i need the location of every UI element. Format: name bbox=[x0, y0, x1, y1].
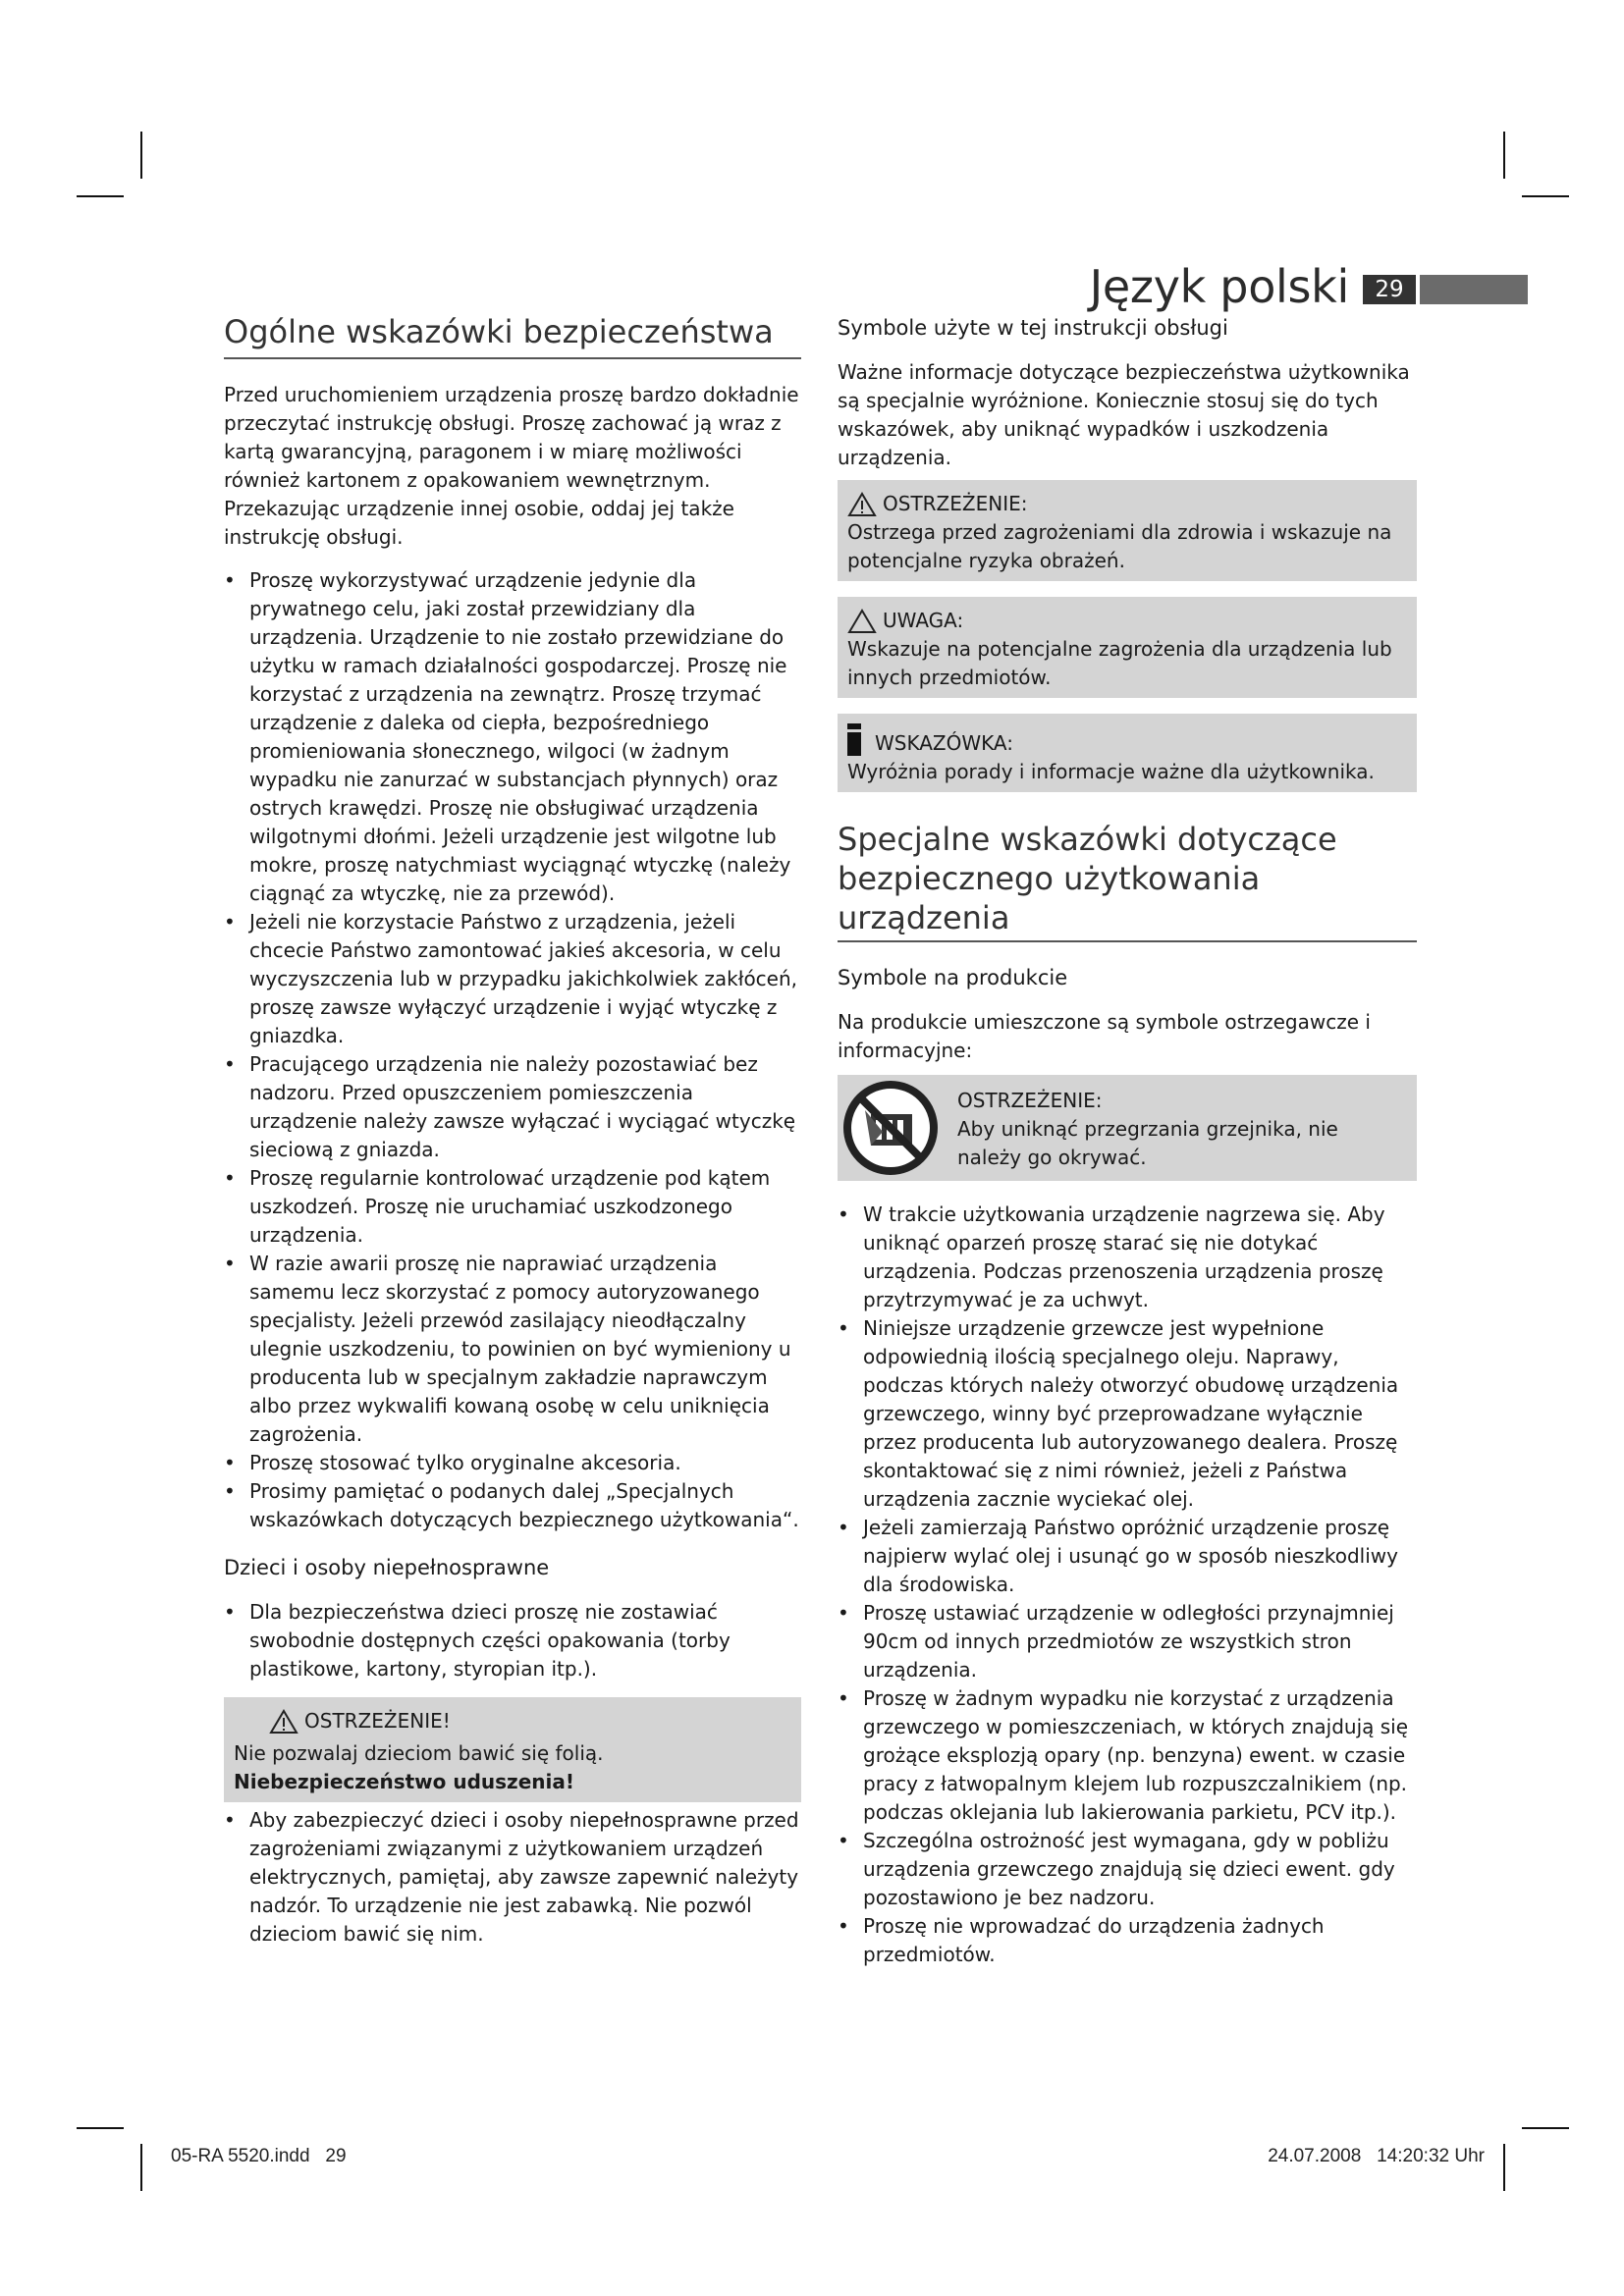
warning-triangle-icon bbox=[847, 492, 877, 517]
warning-triangle-icon bbox=[269, 1709, 298, 1735]
product-symbols-heading: Symbole na produkcie bbox=[838, 966, 1068, 989]
section-rule bbox=[224, 357, 801, 359]
caution-symbol-box bbox=[838, 597, 1417, 698]
special-title-line2: bezpiecznego użytkowania urządzenia bbox=[838, 860, 1261, 936]
crop-mark bbox=[77, 2127, 124, 2129]
warning-box bbox=[224, 1697, 801, 1802]
crop-mark bbox=[1503, 2144, 1505, 2191]
crop-mark bbox=[1503, 132, 1505, 179]
list-item: • Proszę ustawiać urządzenie w odległości przynajmniej 90cm od innych przedmiotów ze wszystkich stron urządzenia. bbox=[838, 1599, 1417, 1684]
left-column bbox=[224, 312, 801, 1949]
intro-paragraph: Przed uruchomieniem urządzenia proszę bardzo dokładnie przeczytać instrukcję obsługi. Proszę zachować ją wraz z kartą gwarancyjną, paragonem i w miarę możliwości również kartonem z opakowaniem wewnętrznym. Przekazując urządzenie innej osobie, oddaj jej także instrukcję obsługi. bbox=[224, 383, 799, 549]
product-warning-box bbox=[838, 1075, 1417, 1181]
list-item: • Prosimy pamiętać o podanych dalej „Specjalnych wskazówkach dotyczących bezpiecznego użytkowania“. bbox=[224, 1477, 801, 1534]
list-item: • Jeżeli zamierzają Państwo opróżnić urządzenie proszę najpierw wylać olej i usunąć go w sposób nieszkodliwy dla środowiska. bbox=[838, 1514, 1417, 1599]
list-item: • Dla bezpieczeństwa dzieci proszę nie zostawiać swobodnie dostępnych części opakowania (torby plastikowe, kartony, styropian itp.). bbox=[224, 1598, 801, 1683]
product-warning-label: OSTRZEŻENIE: bbox=[957, 1089, 1103, 1112]
list-item: • W trakcie użytkowania urządzenie nagrzewa się. Aby uniknąć oparzeń proszę starać się nie dotykać urządzenia. Podczas przenoszenia urządzenia proszę przytrzymywać je za uchwyt. bbox=[838, 1201, 1417, 1314]
header-bar bbox=[1420, 275, 1528, 304]
note-label: WSKAZÓWKA: bbox=[875, 731, 1013, 755]
caution-description: Wskazuje na potencjalne zagrożenia dla urządzenia lub innych przedmiotów. bbox=[847, 637, 1392, 689]
page-number: 29 bbox=[1363, 275, 1416, 304]
list-item: • Proszę stosować tylko oryginalne akcesoria. bbox=[224, 1449, 801, 1477]
symbols-intro: Ważne informacje dotyczące bezpieczeństwa użytkownika są specjalnie wyróżnione. Koniecznie stosuj się do tych wskazówek, aby uniknąć wypadków i uszkodzenia urządzenia. bbox=[838, 360, 1410, 469]
warning-text-bold: Niebezpieczeństwo uduszenia! bbox=[234, 1770, 574, 1793]
product-warning-text: Aby uniknąć przegrzania grzejnika, nie należy go okrywać. bbox=[957, 1117, 1338, 1169]
list-item: • Proszę w żadnym wypadku nie korzystać z urządzenia grzewczego w pomieszczeniach, w których znajdują się grożące eksplozją opary (np. benzyna) ewent. w czasie pracy z łatwopalnym klejem lub rozpuszczalnikiem (np. podczas oklejania lub lakierowania parkietu, PCV itp.). bbox=[838, 1684, 1417, 1827]
list-item: • W razie awarii proszę nie naprawiać urządzenia samemu lecz skorzystać z pomocy autoryzowanego specjalisty. Jeżeli przewód zasilający nieodłączalny ulegnie uszkodzeniu, to powinien on być wymieniony u producenta lub w specjalnym zakładzie naprawczym albo przez wykwalifi kowaną osobę w celu uniknięcia zagrożenia. bbox=[224, 1250, 801, 1449]
note-symbol-box bbox=[838, 714, 1417, 792]
product-symbols-intro: Na produkcie umieszczone są symbole ostrzegawcze i informacyjne: bbox=[838, 1010, 1371, 1062]
language-title: Język polski bbox=[1089, 260, 1349, 313]
warning-label: OSTRZEŻENIE! bbox=[304, 1709, 451, 1733]
crop-mark bbox=[77, 195, 124, 197]
special-section-rule bbox=[838, 940, 1417, 942]
special-title-line1: Specjalne wskazówki dotyczące bbox=[838, 821, 1337, 858]
section-title: Ogólne wskazówki bezpieczeństwa bbox=[224, 313, 774, 350]
list-item: • Pracującego urządzenia nie należy pozostawiać bez nadzoru. Przed opuszczeniem pomieszczenia urządzenie należy zawsze wyłączać i wyciągać wtyczkę sieciową z gniazda. bbox=[224, 1050, 801, 1164]
crop-mark bbox=[1522, 195, 1569, 197]
caution-label: UWAGA: bbox=[883, 609, 964, 632]
note-description: Wyróżnia porady i informacje ważne dla użytkownika. bbox=[847, 760, 1375, 783]
right-column bbox=[838, 314, 1417, 1969]
special-list bbox=[838, 1201, 1417, 1969]
footer-file: 05-RA 5520.indd 29 bbox=[171, 2146, 347, 2166]
warning-label: OSTRZEŻENIE: bbox=[883, 492, 1028, 515]
children-list bbox=[224, 1598, 801, 1683]
list-item: • Proszę regularnie kontrolować urządzenie pod kątem uszkodzeń. Proszę nie uruchamiać uszkodzonego urządzenia. bbox=[224, 1164, 801, 1250]
caution-triangle-icon bbox=[847, 609, 877, 634]
warning-text: Nie pozwalaj dzieciom bawić się folią. bbox=[234, 1741, 604, 1765]
footer-timestamp: 24.07.2008 14:20:32 Uhr bbox=[1268, 2146, 1485, 2166]
info-icon bbox=[847, 732, 861, 756]
children-heading: Dzieci i osoby niepełnosprawne bbox=[224, 1556, 550, 1579]
list-item: • Jeżeli nie korzystacie Państwo z urządzenia, jeżeli chcecie Państwo zamontować jakieś akcesoria, w celu wyczyszczenia lub w przypadku jakichkolwiek zakłóceń, proszę zawsze wyłączyć urządzenie i wyjąć wtyczkę z gniazdka. bbox=[224, 908, 801, 1050]
list-item: • Niniejsze urządzenie grzewcze jest wypełnione odpowiednią ilością specjalnego oleju. Naprawy, podczas których należy otworzyć obudowę urządzenia grzewczego, winny być przeprowadzane wyłącznie przez producenta lub autoryzowanego dealera. Proszę skontaktować się z nimi również, jeżeli z Państwa urządzenia zacznie wyciekać olej. bbox=[838, 1314, 1417, 1514]
list-item: • Szczególna ostrożność jest wymagana, gdy w pobliżu urządzenia grzewczego znajdują się dzieci ewent. gdy pozostawiono je bez nadzoru. bbox=[838, 1827, 1417, 1912]
list-item: • Proszę nie wprowadzać do urządzenia żadnych przedmiotów. bbox=[838, 1912, 1417, 1969]
children-list-2 bbox=[224, 1806, 801, 1949]
crop-mark bbox=[1522, 2127, 1569, 2129]
crop-mark bbox=[140, 132, 142, 179]
list-item: • Proszę wykorzystywać urządzenie jedynie dla prywatnego celu, jaki został przewidziany dla urządzenia. Urządzenie to nie zostało przewidziane do użytku w ramach działalności gospodarczej. Proszę nie korzystać z urządzenia na zewnątrz. Proszę trzymać urządzenie z daleka od ciepła, bezpośredniego promieniowania słonecznego, wilgoci (w żadnym wypadku nie zanurzać w substancjach płynnych) oraz ostrych krawędzi. Proszę nie obsługiwać urządzenia wilgotnymi dłońmi. Jeżeli urządzenie jest wilgotne lub mokre, proszę natychmiast wyciągnąć wtyczkę (należy ciągnąć za wtyczkę, nie za przewód). bbox=[224, 566, 801, 908]
safety-list bbox=[224, 566, 801, 1534]
special-section-title bbox=[838, 820, 1417, 937]
do-not-cover-icon bbox=[843, 1081, 938, 1175]
warning-symbol-box bbox=[838, 480, 1417, 581]
crop-mark bbox=[140, 2144, 142, 2191]
symbols-heading: Symbole użyte w tej instrukcji obsługi bbox=[838, 316, 1228, 340]
warning-description: Ostrzega przed zagrożeniami dla zdrowia i wskazuje na potencjalne ryzyka obrażeń. bbox=[847, 520, 1392, 572]
product-warning-text-block bbox=[957, 1081, 1407, 1172]
list-item: • Aby zabezpieczyć dzieci i osoby niepełnosprawne przed zagrożeniami związanymi z użytkowaniem urządzeń elektrycznych, pamiętaj, aby zawsze zapewnić należyty nadzór. To urządzenie nie jest zabawką. Nie pozwól dzieciom bawić się nim. bbox=[224, 1806, 801, 1949]
